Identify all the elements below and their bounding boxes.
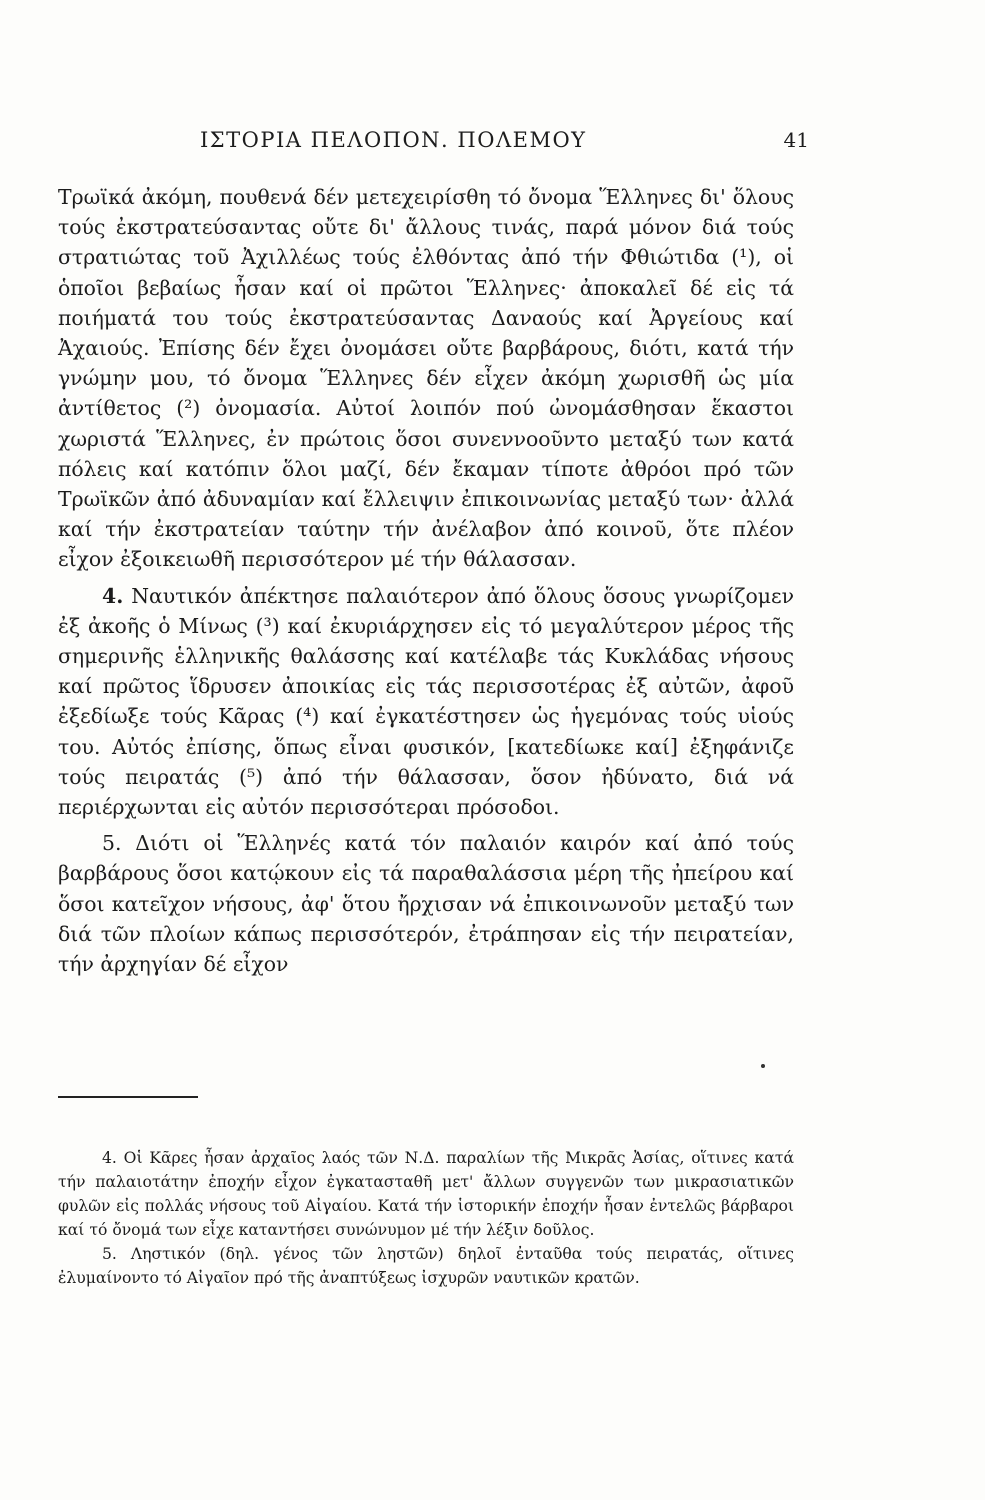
paragraph-4 xyxy=(58,581,794,823)
paragraph-continued: Τρωϊκά ἀκόμη, πουθενά δέν μετεχειρίσθη τό ὄνομα Ἕλληνες δι' ὅλους τούς ἐκστρατεύσαντας οὔτε δι' ἄλλους τινάς, παρά μόνον διά τούς στρατιώτας τοῦ Ἀχιλλέως τούς ἐλθόντας ἀπό τήν Φθιώτιδα (¹), οἱ ὁποῖοι βεβαίως ἦσαν καί οἱ πρῶτοι Ἕλληνες· ἀποκαλεῖ δέ εἰς τά ποιήματά του τούς ἐκστρατεύσαντας Δαναούς καί Ἀργείους καί Ἀχαιούς. Ἐπίσης δέν ἔχει ὀνομάσει οὔτε βαρβάρους, διότι, κατά τήν γνώμην μου, τό ὄνομα Ἕλληνες δέν εἶχεν ἀκόμη χωρισθῆ ὡς μία ἀντίθετος (²) ὀνομασία. Αὐτοί λοιπόν πού ὠνομάσθησαν ἕκαστοι χωριστά Ἕλληνες, ἐν πρώτοις ὅσοι συνεννοοῦντο μεταξύ των κατά πόλεις καί κατόπιν ὅλοι μαζί, δέν ἔκαμαν τίποτε ἀθρόοι πρό τῶν Τρωϊκῶν ἀπό ἀδυναμίαν καί ἔλλειψιν ἐπικοινωνίας μεταξύ των· ἀλλά καί τήν ἐκστρατείαν ταύτην τήν ἀνέλαβον ἀπό κοινοῦ, ὅτε πλέον εἶχον ἐξοικειωθῆ περισσότερον μέ τήν θάλασσαν. xyxy=(58,185,794,572)
page-header xyxy=(60,128,809,162)
paragraph-4-text: Ναυτικόν ἀπέκτησε παλαιότερον ἀπό ὅλους ὅσους γνωρίζομεν ἐξ ἀκοῆς ὁ Μίνως (³) καί ἐκυριάρχησεν εἰς τό μεγαλύτερον μέρος τῆς σημερινῆς ἑλληνικῆς θαλάσσης καί κατέλαβε τάς Κυκλάδας νήσους καί πρῶτος ἵδρυσεν ἀποικίας εἰς τάς περισσοτέρας ἐξ αὐτῶν, ἀφοῦ ἐξεδίωξε τούς Κᾶρας (⁴) καί ἐγκατέστησεν ὡς ἡγεμόνας τούς υἱούς του. Αὐτός ἐπίσης, ὅπως εἶναι φυσικόν, [κατεδίωκε καί] ἐξηφάνιζε τούς πειρατάς (⁵) ἀπό τήν θάλασσαν, ὅσον ἠδύνατο, διά νά περιέρχωνται εἰς αὐτόν περισσότεραι πρόσοδοι. xyxy=(58,583,794,820)
section-number-5: 5. xyxy=(102,831,122,856)
section-number-4: 4. xyxy=(102,583,124,608)
ink-speck xyxy=(761,1064,765,1068)
paragraph-5-text: Διότι οἱ Ἕλληνές κατά τόν παλαιόν καιρόν καί ἀπό τούς βαρβάρους ὅσοι κατῴκουν εἰς τά παραθαλάσσια μέρη τῆς ἠπείρου καί ὅσοι κατεῖχον νήσους, ἀφ' ὅτου ἤρχισαν νά ἐπικοινωνοῦν μεταξύ των διά τῶν πλοίων κάπως περισσότερόν, ἐτράπησαν εἰς τήν πειρατείαν, τήν ἀρχηγίαν δέ εἶχον xyxy=(58,831,794,977)
running-title: ΙΣΤΟΡΙΑ ΠΕΛΟΠΟΝ. ΠΟΛΕΜΟΥ xyxy=(200,128,587,152)
main-text xyxy=(58,182,794,979)
footnotes xyxy=(58,1146,794,1290)
page-number: 41 xyxy=(783,128,809,152)
paragraph-5 xyxy=(58,828,794,979)
footnote-4: 4. Οἱ Κᾶρες ἦσαν ἀρχαῖος λαός τῶν Ν.Δ. παραλίων τῆς Μικρᾶς Ἀσίας, οἵτινες κατά τήν παλαιοτάτην ἐποχήν εἶχον ἐγκατασταθῆ μετ' ἄλλων συγγενῶν των μικρασιατικῶν φυλῶν εἰς πολλάς νήσους τοῦ Αἰγαίου. Κατά τήν ἱστορικήν ἐποχήν ἦσαν ἐντελῶς βάρβαροι καί τό ὄνομά των εἶχε καταντήσει συνώνυμον μέ τήν λέξιν δοῦλος. xyxy=(58,1149,794,1239)
footnote-rule xyxy=(58,1096,198,1098)
footnote-5: 5. Ληστικόν (δηλ. γένος τῶν ληστῶν) δηλοῖ ἐνταῦθα τούς πειρατάς, οἵτινες ἐλυμαίνοντο τό Αἰγαῖον πρό τῆς ἀναπτύξεως ἰσχυρῶν ναυτικῶν κρατῶν. xyxy=(58,1245,794,1287)
